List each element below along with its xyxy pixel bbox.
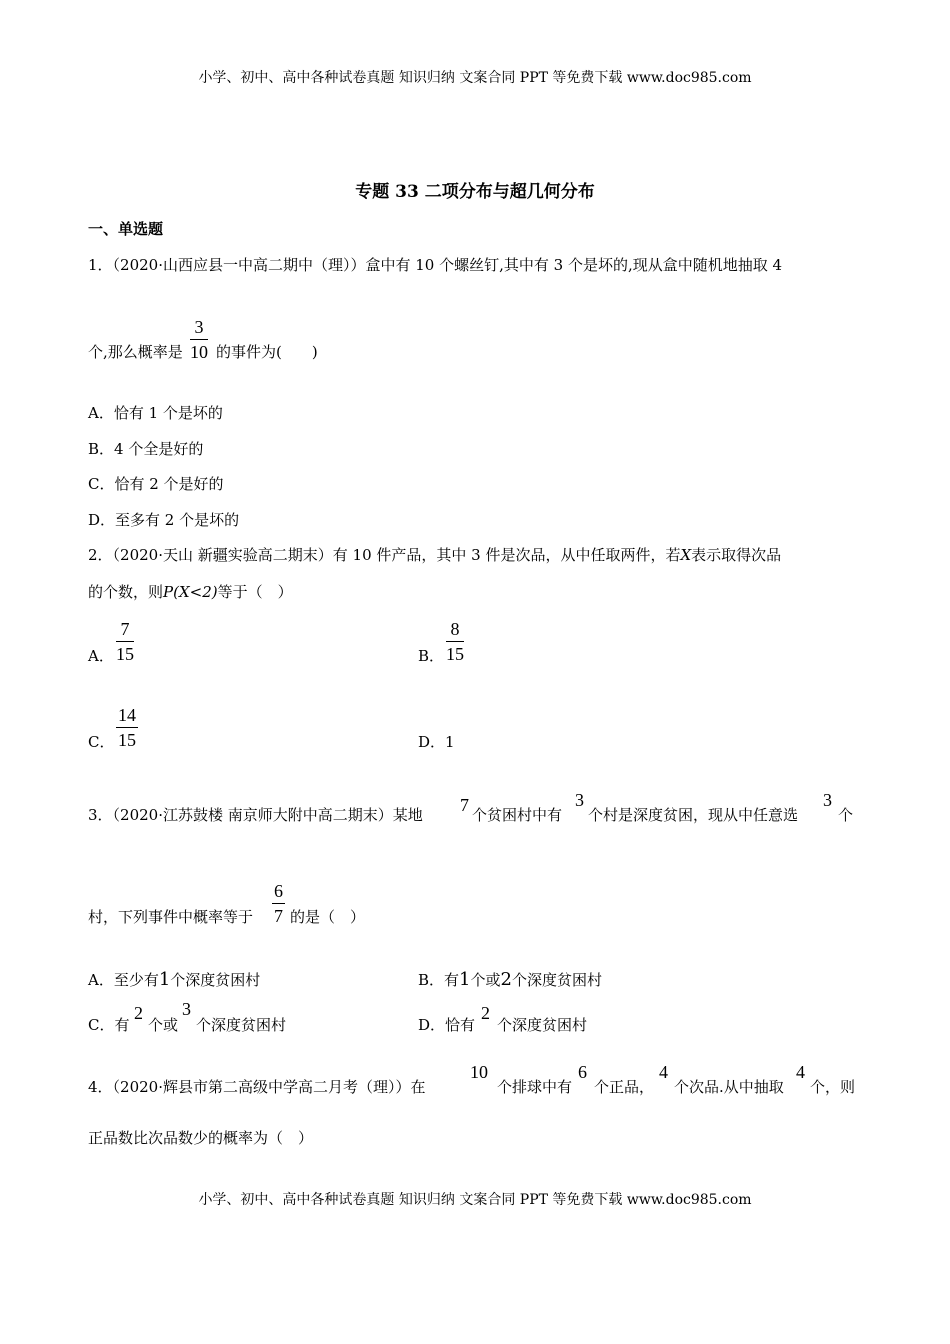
q1-stem-line2-pre: 个,那么概率是: [88, 343, 183, 361]
q3-option-b-number-1: 1: [459, 969, 471, 990]
page-footer: 小学、初中、高中各种试卷真题 知识归纳 文案合同 PPT 等免费下载 www.doc985.com: [198, 1192, 752, 1208]
q4-stem-line2: 正品数比次品数少的概率为（ ）: [88, 1129, 314, 1147]
q1-fraction: [190, 318, 208, 361]
q1-stem-line1: 1．（2020·山西应县一中高二期中（理））盒中有 10 个螺丝钉,其中有 3 个是坏的,现从盒中随机地抽取 4: [88, 256, 783, 274]
q3-option-d-pre: D．恰有: [418, 1016, 476, 1034]
q1-fraction-numerator: 3: [194, 317, 204, 337]
q2-variable-x: X: [680, 546, 692, 564]
q2-stem-line1: [88, 548, 781, 563]
q3-option-c-mid: 个或: [148, 1016, 179, 1034]
q3-option-c-post: 个深度贫困村: [196, 1016, 287, 1034]
q1-option-d: D．至多有 2 个是坏的: [88, 511, 240, 529]
q3-option-c-number-2: 3: [182, 999, 191, 1019]
q3-stem-line1-c: 个村是深度贫困，现从中任意选: [588, 806, 799, 824]
q3-option-c-number-1: 2: [134, 1003, 143, 1023]
q2-stem-line2-pre: 的个数，则: [88, 583, 164, 601]
q1-stem-line2-post: 的事件为( ): [216, 343, 318, 361]
q1-fraction-denominator: 10: [190, 342, 208, 362]
q3-number-1: 7: [460, 795, 469, 815]
q3-fraction: [272, 882, 285, 925]
q3-stem-line2-pre: 村，下列事件中概率等于: [88, 908, 254, 926]
q3-option-d-number: 2: [481, 1003, 490, 1023]
q4-number-3: 4: [659, 1062, 668, 1082]
q2-option-b-numerator: 8: [450, 619, 460, 639]
q2-option-b-fraction: [446, 620, 464, 663]
q1-option-c: C．恰有 2 个是好的: [88, 475, 224, 493]
q3-option-a-post: 个深度贫困村: [170, 971, 261, 989]
q2-stem-line2: [88, 585, 293, 600]
q4-stem-line1-d: 个次品.从中抽取: [674, 1078, 784, 1096]
q2-option-a-label: A．: [88, 647, 114, 665]
q3-option-c-pre: C．有: [88, 1016, 130, 1034]
q3-option-b: [418, 971, 602, 989]
q3-option-b-pre: B．有: [418, 971, 460, 989]
q3-option-d-post: 个深度贫困村: [497, 1016, 588, 1034]
q3-stem-line1-d: 个: [838, 806, 854, 824]
q2-option-a-fraction: [116, 620, 134, 663]
q2-option-c-label: C．: [88, 733, 115, 751]
q1-option-a: A．恰有 1 个是坏的: [88, 404, 223, 422]
q4-number-2: 6: [578, 1062, 587, 1082]
q3-option-a-pre: A．至少有: [88, 971, 159, 989]
q4-stem-line1-b: 个排球中有: [497, 1078, 573, 1096]
q2-option-c-fraction: [116, 706, 138, 749]
page-title: 专题 33 二项分布与超几何分布: [355, 182, 595, 202]
q2-option-c-numerator: 14: [118, 705, 136, 725]
q1-option-b: B．4 个全是好的: [88, 440, 204, 458]
q3-option-b-mid: 个或: [470, 971, 501, 989]
q3-option-b-number-2: 2: [500, 969, 512, 990]
q2-option-a-denominator: 15: [116, 644, 134, 664]
q2-probability-expression: P(X<2): [163, 583, 218, 601]
q4-stem-line1-e: 个，则: [810, 1078, 856, 1096]
q2-option-c-denominator: 15: [118, 730, 136, 750]
q2-stem-line1-post: 表示取得次品: [691, 546, 782, 564]
q3-fraction-numerator: 6: [274, 881, 283, 901]
q3-fraction-denominator: 7: [274, 906, 283, 926]
q2-stem-line1-text: 2．（2020·天山 新疆实验高二期末）有 10 件产品，其中 3 件是次品，从中任取两件，若: [88, 546, 681, 564]
q2-stem-line2-post: 等于（ ）: [217, 583, 293, 601]
q4-stem-line1-a: 4．（2020·辉县市第二高级中学高二月考（理））在: [88, 1078, 426, 1096]
q3-stem-line1-b: 个贫困村中有: [472, 806, 563, 824]
q3-option-a-number: 1: [158, 969, 171, 990]
q4-number-1: 10: [470, 1062, 488, 1082]
q3-stem-line1-a: 3．（2020·江苏鼓楼 南京师大附中高二期末）某地: [88, 806, 423, 824]
page-header: 小学、初中、高中各种试卷真题 知识归纳 文案合同 PPT 等免费下载 www.doc985.com: [198, 70, 752, 86]
q4-number-4: 4: [796, 1062, 805, 1082]
q3-number-3: 3: [823, 790, 832, 810]
q2-option-a-numerator: 7: [120, 619, 130, 639]
q2-option-d: D．1: [418, 733, 455, 751]
q3-option-a: [88, 971, 260, 989]
q2-option-b-denominator: 15: [446, 644, 464, 664]
q3-number-2: 3: [575, 790, 584, 810]
q3-stem-line2-post: 的是（ ）: [290, 908, 366, 926]
section-heading: 一、单选题: [88, 220, 164, 238]
q4-stem-line1-c: 个正品，: [594, 1078, 655, 1096]
q2-option-b-label: B．: [418, 647, 445, 665]
q3-option-b-post: 个深度贫困村: [511, 971, 602, 989]
